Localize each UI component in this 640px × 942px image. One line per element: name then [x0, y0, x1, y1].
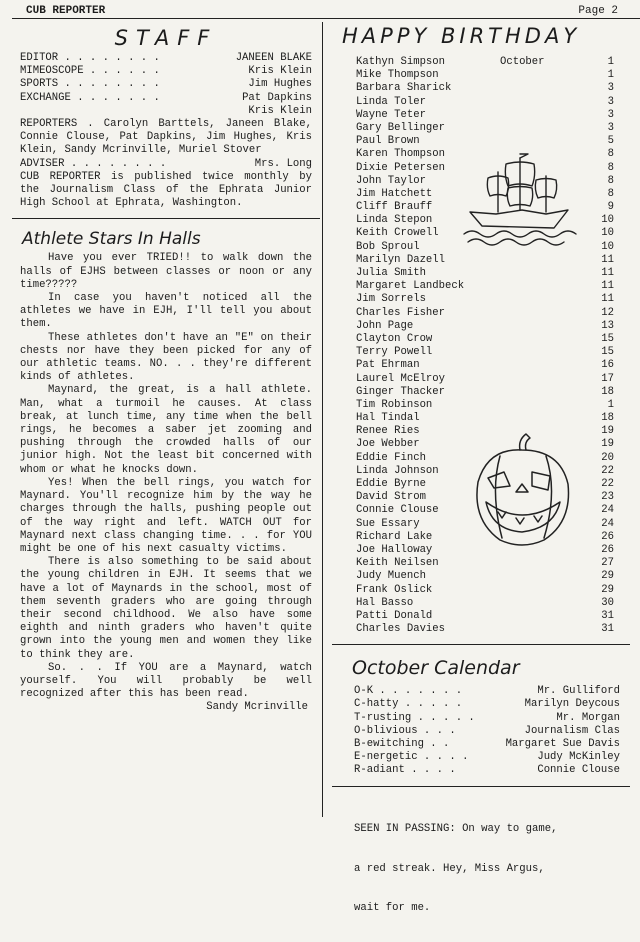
- birthday-row: Jim Sorrels 11: [356, 293, 614, 306]
- calendar-row: O-K . . . . . . . Mr. Gulliford: [354, 685, 620, 698]
- calendar-list: [340, 685, 622, 777]
- article-paragraph: So. . . If YOU are a Maynard, watch yourself. You will probably be well recognized after this has been read.: [20, 661, 312, 701]
- birthday-row: John Page 13: [356, 319, 614, 332]
- birthday-row: John Taylor 8: [356, 174, 614, 187]
- column-divider: [322, 22, 323, 817]
- article-author: Sandy Mcrinville: [206, 701, 308, 714]
- birthday-row: Hal Tindal 18: [356, 412, 614, 425]
- article-paragraph: There is also something to be said about the young children in EJH. It seems that we have a lot of Maynards in the school, most of them seventh graders who are going through their second childhood. We also have some eighth and ninth graders who haven't quite grown into the young men and women they like to think they are.: [20, 556, 312, 661]
- birthday-row: Judy Muench 29: [356, 570, 614, 583]
- header-rule: [12, 18, 640, 19]
- calendar-title: October Calendar: [352, 657, 520, 680]
- staff-title: STAFF: [114, 26, 218, 50]
- birthday-row: Jim Hatchett 8: [356, 187, 614, 200]
- page-header: [12, 0, 624, 20]
- article-paragraph: Have you ever TRIED!! to walk down the halls of EJHS between classes or noon or any time?????: [20, 252, 312, 291]
- birthday-row: Linda Toler 3: [356, 95, 614, 108]
- birthday-row: Frank Oslick 29: [356, 583, 614, 596]
- article-body: [20, 252, 312, 714]
- article-paragraph: Maynard, the great, is a hall athlete. Man, what a turmoil he causes. At class break, at lunch time, any time when the bell rings, he becomes a saber jet zooming and pushing through the crowded halls of our junior high. Not the least bit concerned with whom or what he knocks down.: [20, 384, 312, 476]
- birthday-row: Joe Webber 19: [356, 438, 614, 451]
- staff-row: SPORTS . . . . . . . . Jim Hughes: [20, 78, 312, 91]
- birthday-row: Clayton Crow 15: [356, 332, 614, 345]
- staff-row: Kris Klein: [248, 104, 312, 117]
- birthday-row: Gary Bellinger 3: [356, 121, 614, 134]
- birthday-row: Charles Fisher 12: [356, 306, 614, 319]
- calendar-row: T-rusting . . . . . Mr. Morgan: [354, 711, 620, 724]
- left-column: [20, 24, 312, 715]
- birthday-row: Keith Crowell 10: [356, 227, 614, 240]
- ship-illustration: [462, 150, 580, 250]
- staff-row: EXCHANGE . . . . . . . Pat Dapkins: [20, 91, 312, 104]
- staff-row: MIMEOSCOPE . . . . . . Kris Klein: [20, 65, 312, 78]
- calendar-row: E-nergetic . . . . Judy McKinley: [354, 751, 620, 764]
- birthday-row: Linda Stepon 10: [356, 214, 614, 227]
- birthday-row: Sue Essary 24: [356, 517, 614, 530]
- birthday-row: Marilyn Dazell 11: [356, 253, 614, 266]
- jack-o-lantern-illustration: [470, 432, 574, 550]
- birthday-row: Dixie Petersen 8: [356, 161, 614, 174]
- birthday-row: Charles Davies 31: [356, 623, 614, 636]
- birthday-row: Pat Ehrman 16: [356, 359, 614, 372]
- section-rule: [332, 644, 630, 645]
- birthday-row: Barbara Sharick 3: [356, 82, 614, 95]
- birthday-row: Karen Thompson 8: [356, 148, 614, 161]
- birthday-row: Richard Lake 26: [356, 530, 614, 543]
- birthday-row: Terry Powell 15: [356, 346, 614, 359]
- seen-in-passing: SEEN IN PASSING: On way to game, a red streak. Hey, Miss Argus, wait for me.: [354, 823, 558, 915]
- birthday-row: Joe Halloway 26: [356, 543, 614, 556]
- birthday-row: Keith Neilsen 27: [356, 557, 614, 570]
- birthday-row: Bob Sproul 10: [356, 240, 614, 253]
- birthday-row: Patti Donald 31: [356, 609, 614, 622]
- birthday-row: Kathyn Simpson October 1: [356, 56, 614, 68]
- birthday-row: David Strom 23: [356, 491, 614, 504]
- birthday-row: Laurel McElroy 17: [356, 372, 614, 385]
- birthday-row: Tim Robinson 1: [356, 398, 614, 411]
- page-number: Page 2: [578, 5, 618, 17]
- birthday-row: Eddie Finch 20: [356, 451, 614, 464]
- staff-row: EDITOR . . . . . . . . JANEEN BLAKE: [20, 52, 312, 64]
- section-rule: [12, 218, 320, 219]
- calendar-row: R-adiant . . . . Connie Clouse: [354, 764, 620, 777]
- publication-note: CUB REPORTER is published twice monthly by the Journalism Class of the Ephrata Junior High School at Ephrata, Washington.: [20, 170, 312, 210]
- birthday-row: Linda Johnson 22: [356, 464, 614, 477]
- calendar-row: C-hatty . . . . . Marilyn Deycous: [354, 698, 620, 711]
- birthday-row: Ginger Thacker 18: [356, 385, 614, 398]
- birthday-row: Connie Clouse 24: [356, 504, 614, 517]
- birthday-month: October: [500, 56, 545, 68]
- birthday-title: HAPPY BIRTHDAY: [342, 24, 581, 48]
- birthday-row: Wayne Teter 3: [356, 108, 614, 121]
- birthday-row: Hal Basso 30: [356, 596, 614, 609]
- section-rule: [332, 786, 630, 787]
- birthday-row: Cliff Brauff 9: [356, 201, 614, 214]
- article-paragraph: These athletes don't have an "E" on their chests nor have they been picked for any of our athletic teams. NO. . . they're different kinds of athletes.: [20, 331, 312, 384]
- birthday-row: Renee Ries 19: [356, 425, 614, 438]
- birthday-row: Margaret Landbeck 11: [356, 280, 614, 293]
- staff-reporters: REPORTERS . Carolyn Barttels, Janeen Blake, Connie Clouse, Pat Dapkins, Jim Hughes, Kris Klein, Sandy Mcrinville, Muriel Stover: [20, 118, 312, 157]
- birthday-row: Mike Thompson 1: [356, 69, 614, 82]
- birthday-row: Paul Brown 5: [356, 135, 614, 148]
- calendar-row: B-ewitching . . Margaret Sue Davis: [354, 738, 620, 751]
- newsletter-name: CUB REPORTER: [26, 5, 106, 17]
- staff-list: [20, 52, 312, 210]
- calendar-row: O-blivious . . . Journalism Clas: [354, 724, 620, 737]
- article-paragraph: In case you haven't noticed all the athletes we have in EJH, I'll tell you about them.: [20, 292, 312, 331]
- birthday-row: Julia Smith 11: [356, 267, 614, 279]
- article-paragraph: Yes! When the bell rings, you watch for Maynard. You'll recognize him by the way he charges through the halls, pushing people out of the way right and left. WATCH OUT for Maynard next class changing time. . . for YOU might be one of his next casualty victims.: [20, 476, 312, 555]
- birthday-row: Eddie Byrne 22: [356, 478, 614, 490]
- article-title: Athlete Stars In Halls: [22, 229, 201, 250]
- staff-adviser: ADVISER . . . . . . . . Mrs. Long: [20, 157, 312, 170]
